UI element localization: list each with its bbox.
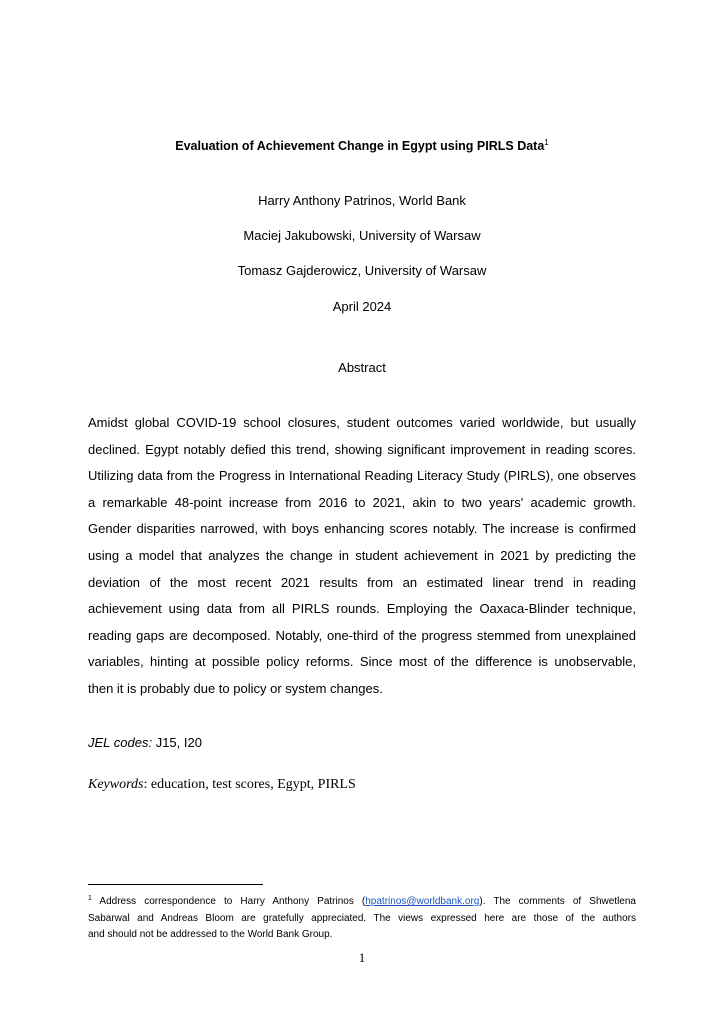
paper-title <box>0 138 724 153</box>
abstract-line: reading gaps are decomposed. Notably, one-third of the progress stemmed from unexplained <box>88 627 636 643</box>
title-footnote-mark[interactable]: 1 <box>544 138 549 147</box>
abstract-line: variables, hinting at possible policy reforms. Since most of the difference is unobservable, <box>88 654 636 670</box>
footnote-line <box>88 891 636 911</box>
abstract-line: achievement using data from all PIRLS rounds. Employing the Oaxaca-Blinder technique, <box>88 601 636 617</box>
abstract-line: using a model that analyzes the change in student achievement in 2021 by predicting the <box>88 547 636 563</box>
abstract-line: deviation of the most recent 2021 results from an estimated linear trend in reading <box>88 574 636 590</box>
keywords-value: : education, test scores, Egypt, PIRLS <box>143 777 356 792</box>
footnote-line: Sabarwal and Andreas Bloom are gratefully appreciated. The views expressed here are those of the authors <box>88 912 636 924</box>
footnote-line: and should not be addressed to the World Bank Group. <box>88 929 333 940</box>
abstract-heading: Abstract <box>338 360 386 375</box>
title-text: Evaluation of Achievement Change in Egypt using PIRLS Data <box>175 139 545 153</box>
keywords <box>88 777 356 793</box>
page-number: 1 <box>358 950 366 965</box>
footnote <box>88 891 636 944</box>
abstract-body <box>88 410 636 703</box>
footnote-divider <box>88 884 263 885</box>
abstract-line: Amidst global COVID-19 school closures, student outcomes varied worldwide, but usually <box>88 415 636 430</box>
paper-date: April 2024 <box>332 299 392 314</box>
footnote-text-after-email: ). The comments of Shwetlena <box>479 896 636 907</box>
keywords-label: Keywords <box>88 777 144 792</box>
footnote-text-before-email: Address correspondence to Harry Anthony Patrinos ( <box>91 896 366 907</box>
abstract-line: Gender disparities narrowed, with boys enhancing scores notably. The increase is confirmed <box>88 521 636 537</box>
email-link[interactable]: hpatrinos@worldbank.org <box>365 896 480 907</box>
author-3: Tomasz Gajderowicz, University of Warsaw <box>237 263 487 278</box>
jel-label: JEL codes: <box>88 735 153 750</box>
footnote-mark: 1 <box>88 895 92 902</box>
jel-value: J15, I20 <box>152 735 202 750</box>
abstract-line: then it is probably due to policy or system changes. <box>88 680 383 696</box>
jel-codes <box>88 735 202 750</box>
abstract-line: declined. Egypt notably defied this trend, showing significant improvement in reading scores. <box>88 441 636 457</box>
author-2: Maciej Jakubowski, University of Warsaw <box>243 228 481 243</box>
abstract-line: a remarkable 48-point increase from 2016 to 2021, akin to two years' academic growth. <box>88 494 636 510</box>
author-1: Harry Anthony Patrinos, World Bank <box>258 193 466 208</box>
abstract-line: Utilizing data from the Progress in International Reading Literacy Study (PIRLS), one observes <box>88 468 636 484</box>
